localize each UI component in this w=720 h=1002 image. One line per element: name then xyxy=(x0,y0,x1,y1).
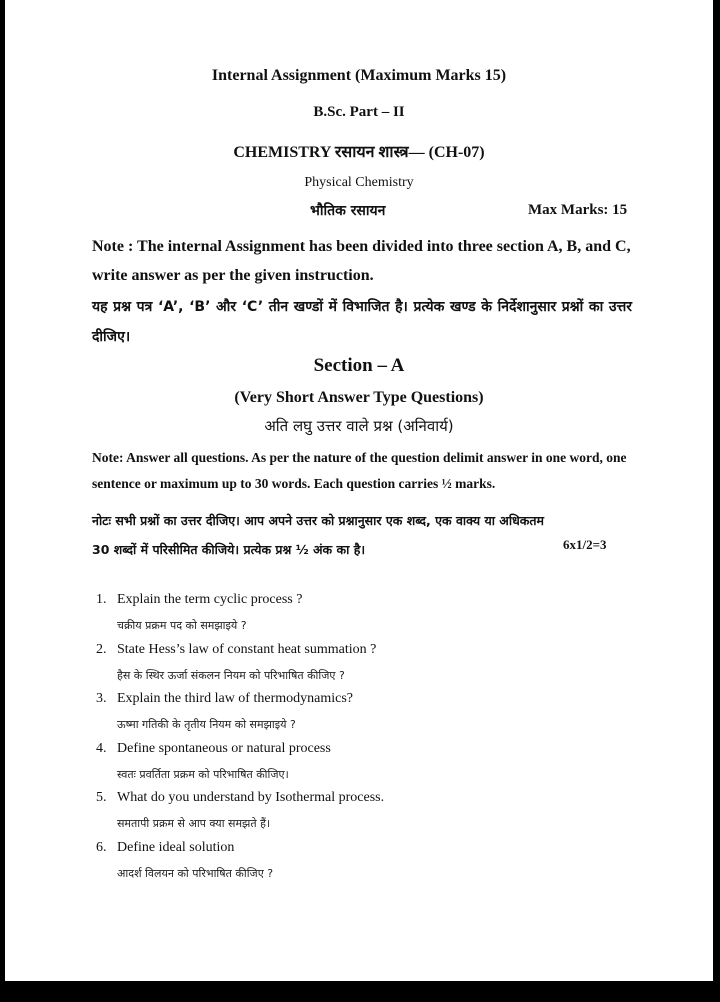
question-hindi: आदर्श विलयन को परिभाषित कीजिए ? xyxy=(117,866,274,880)
course-name: B.Sc. Part – II xyxy=(313,104,405,120)
section-note-hindi: नोटः सभी प्रश्नों का उत्तर दीजिए। आप अपने उत्तर को प्रश्नानुसार एक शब्द, एक वाक्य या अधिकतम 30 शब्दों में परिसीमित कीजिये। प्रत्येक प्रश्न ½ अंक का है। xyxy=(92,513,544,557)
question-hindi: समतापी प्रक्रम से आप क्या समझते हैं। xyxy=(117,817,271,830)
question-english: What do you understand by Isothermal process. xyxy=(117,790,385,805)
max-marks: Max Marks: 15 xyxy=(528,202,628,218)
question-hindi: स्वतः प्रवर्तिता प्रक्रम को परिभाषित कीजिए। xyxy=(117,767,289,781)
question-item xyxy=(96,590,636,640)
question-number: 4. xyxy=(96,740,107,756)
assignment-title: Internal Assignment (Maximum Marks 15) xyxy=(211,67,507,84)
question-english: Explain the term cyclic process ? xyxy=(117,592,303,607)
question-hindi: ऊष्मा गतिकी के तृतीय नियम को समझाइये ? xyxy=(117,718,296,731)
subject-name: CHEMISTRY रसायन शास्त्र— (CH-07) xyxy=(233,144,485,161)
section-note-english: Note: Answer all questions. As per the nature of the question delimit answer in one word, one sentence or maximum up to 30 words. Each question carries ½ marks. xyxy=(92,450,627,491)
question-item xyxy=(96,689,636,739)
question-number: 6. xyxy=(96,839,107,855)
paper-name-hindi: भौतिक रसायन xyxy=(310,203,386,219)
section-subtitle-hindi: अति लघु उत्तर वाले प्रश्न (अनिवार्य) xyxy=(264,417,454,435)
section-subtitle: (Very Short Answer Type Questions) xyxy=(234,389,484,406)
question-number: 5. xyxy=(96,790,107,805)
section-title: Section – A xyxy=(313,355,405,376)
question-number: 3. xyxy=(96,691,107,706)
question-number: 2. xyxy=(96,641,107,657)
question-item xyxy=(96,788,636,838)
question-item xyxy=(96,838,636,888)
question-item xyxy=(96,739,636,789)
question-hindi: हैस के स्थिर ऊर्जा संकलन नियम को परिभाषित कीजिए ? xyxy=(117,668,345,682)
question-english: Define ideal solution xyxy=(117,839,235,855)
general-note-english: Note : The internal Assignment has been divided into three section A, B, and C, write answer as per the given instruction. xyxy=(92,238,631,284)
question-hindi: चक्रीय प्रक्रम पद को समझाइये ? xyxy=(117,619,247,632)
question-english: Define spontaneous or natural process xyxy=(117,740,331,756)
marks-formula: 6x1/2=3 xyxy=(563,537,607,552)
paper-name: Physical Chemistry xyxy=(304,175,414,190)
general-note-hindi: यह प्रश्न पत्र ‘A’, ‘B’ और ‘C’ तीन खण्डों में विभाजित है। प्रत्येक खण्ड के निर्देशानुसार प्रश्नों का उत्तर दीजिए। xyxy=(92,299,632,345)
question-item xyxy=(96,640,636,690)
question-number: 1. xyxy=(96,592,107,607)
question-list xyxy=(96,590,636,887)
question-english: Explain the third law of thermodynamics? xyxy=(117,691,353,706)
question-english: State Hess’s law of constant heat summation ? xyxy=(117,641,377,657)
document-page xyxy=(5,0,713,981)
